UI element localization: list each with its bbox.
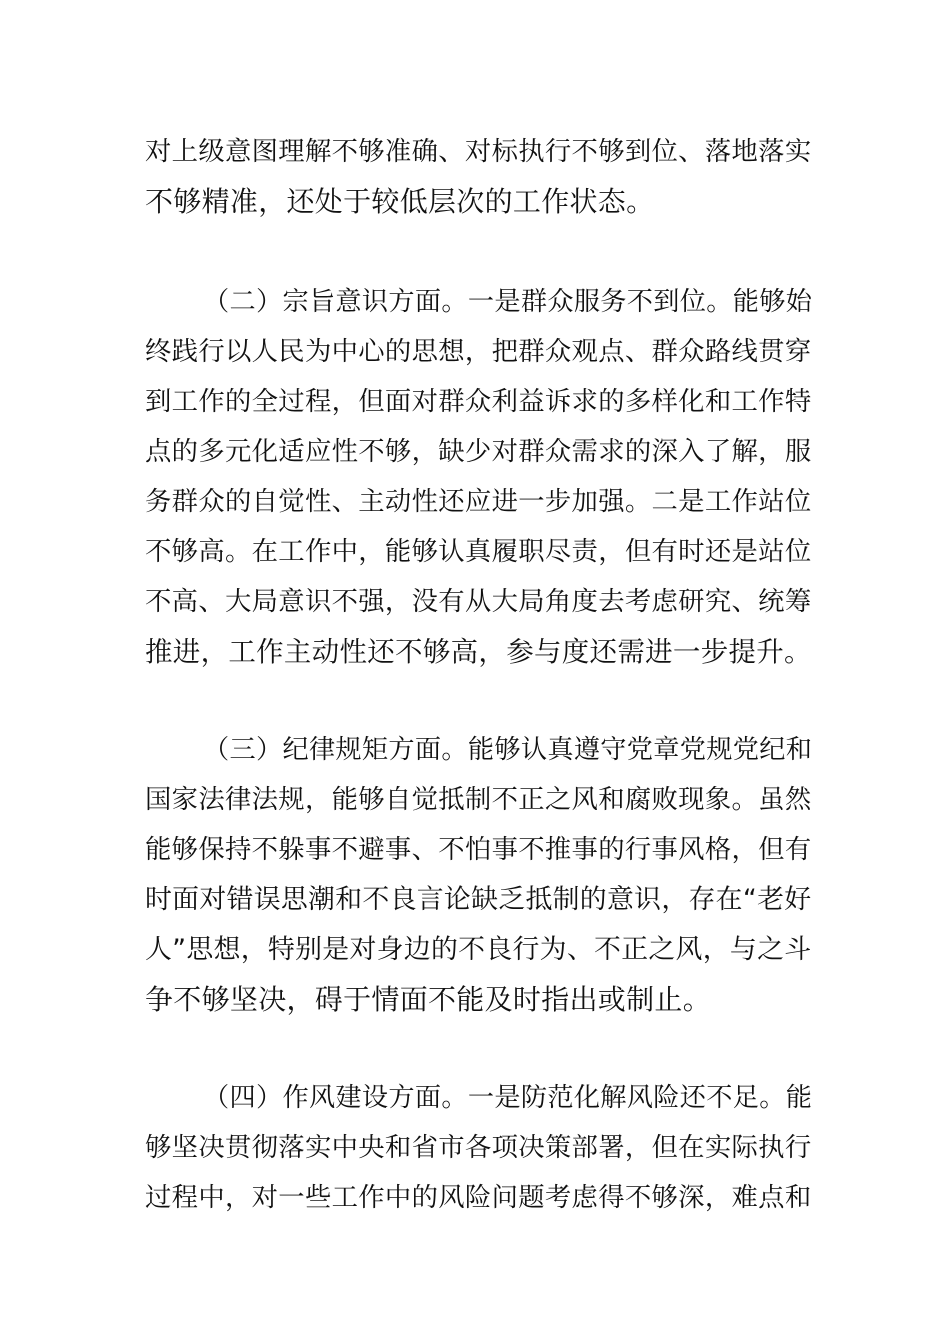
paragraph-0-line-1: 对上级意图理解不够准确、对标执行不够到位、落地落实 [145, 137, 812, 167]
paragraph-0-line-2: 不够精准，还处于较低层次的工作状态。 [145, 185, 655, 218]
paragraph-2-line-6: 争不够坚决，碍于情面不能及时指出或制止。 [145, 983, 712, 1016]
paragraph-2-line-5: 人”思想，特别是对身边的不良行为、不正之风，与之斗 [145, 934, 812, 965]
paragraph-2-line-3: 能够保持不躲事不避事、不怕事不推事的行事风格，但有 [145, 835, 812, 865]
paragraph-2-line-4: 时面对错误思潮和不良言论缺乏抵制的意识，存在“老好 [145, 884, 812, 915]
paragraph-2-line-1: （三）纪律规矩方面。能够认真遵守党章党规党纪和 [203, 735, 813, 765]
paragraph-1-line-1: （二）宗旨意识方面。一是群众服务不到位。能够始 [203, 287, 813, 317]
paragraph-1-line-6: 不够高。在工作中，能够认真履职尽责，但有时还是站位 [145, 537, 812, 567]
paragraph-1-line-7: 不高、大局意识不强，没有从大局角度去考虑研究、统筹 [145, 587, 812, 617]
paragraph-1-line-5: 务群众的自觉性、主动性还应进一步加强。二是工作站位 [145, 487, 812, 517]
paragraph-2-line-2: 国家法律法规，能够自觉抵制不正之风和腐败现象。虽然 [145, 785, 812, 815]
paragraph-3-line-3: 过程中，对一些工作中的风险问题考虑得不够深，难点和 [145, 1183, 812, 1213]
paragraph-3-line-2: 够坚决贯彻落实中央和省市各项决策部署，但在实际执行 [145, 1133, 812, 1163]
paragraph-3-line-1: （四）作风建设方面。一是防范化解风险还不足。能 [203, 1083, 813, 1113]
paragraph-1-line-4: 点的多元化适应性不够，缺少对群众需求的深入了解，服 [145, 437, 812, 467]
paragraph-1-line-3: 到工作的全过程，但面对群众利益诉求的多样化和工作特 [145, 387, 812, 417]
paragraph-1-line-8: 推进，工作主动性还不够高，参与度还需进一步提升。 [145, 636, 812, 668]
paragraph-1-line-2: 终践行以人民为中心的思想，把群众观点、群众路线贯穿 [145, 337, 812, 367]
